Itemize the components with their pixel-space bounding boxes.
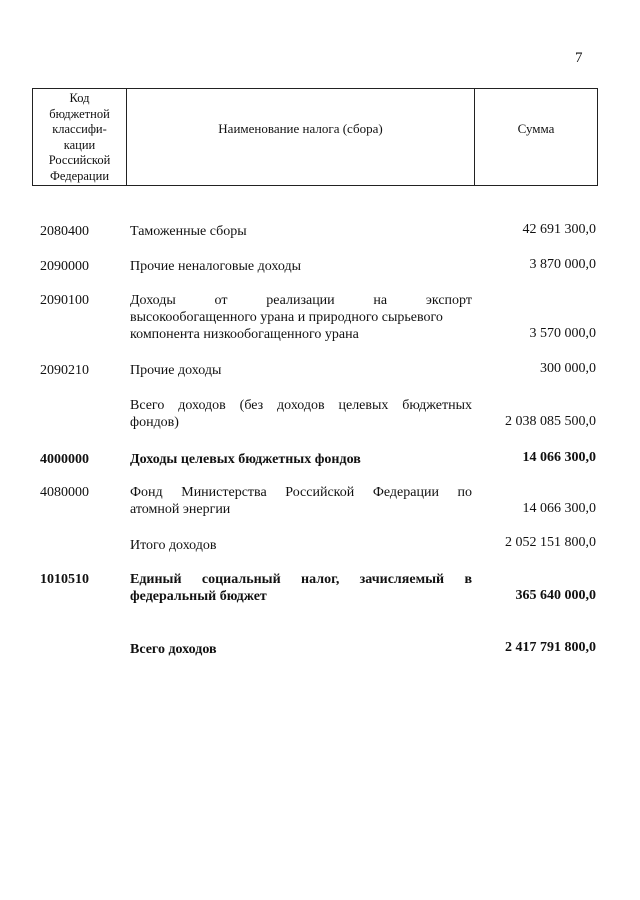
- row-sum: 2 052 151 800,0: [505, 535, 596, 550]
- row-name: [130, 537, 472, 554]
- row-sum: 2 417 791 800,0: [505, 640, 596, 655]
- row-name: [130, 641, 472, 658]
- header-code-line: Код: [69, 91, 90, 105]
- header-code-line: кации: [63, 137, 96, 152]
- row-code: 2090100: [40, 293, 89, 308]
- row-name-line: Доходы целевых бюджетных фондов: [130, 452, 361, 467]
- row-name-line: Всего доходов: [130, 642, 217, 657]
- row-name: [130, 292, 472, 343]
- header-code-line: Российской: [48, 153, 111, 167]
- page-number: 7: [575, 50, 583, 66]
- row-sum: 2 038 085 500,0: [505, 414, 596, 429]
- row-name: [130, 223, 472, 240]
- row-code: 2090000: [40, 259, 89, 274]
- row-sum: 3 570 000,0: [529, 326, 596, 341]
- row-name: [130, 451, 472, 468]
- row-code: 4000000: [40, 452, 89, 467]
- row-name-line: Прочие неналоговые доходы: [130, 259, 302, 274]
- row-sum: 14 066 300,0: [522, 501, 596, 516]
- row-name: [130, 397, 472, 431]
- row-code: 1010510: [40, 572, 89, 587]
- row-code: 4080000: [40, 485, 89, 500]
- row-code: 2090210: [40, 363, 89, 378]
- row-name-line: Всего доходов (без доходов целевых бюджетных: [130, 398, 472, 413]
- row-name-line: Таможенные сборы: [130, 224, 247, 239]
- header-code-column: [33, 89, 127, 185]
- table-header: [32, 88, 598, 186]
- header-code-line: классифи-: [52, 122, 107, 136]
- row-name: [130, 484, 472, 518]
- header-code-line: Федерации: [49, 168, 110, 183]
- row-name: [130, 258, 472, 275]
- row-name: [130, 362, 472, 379]
- row-name-line: компонента низкообогащенного урана: [130, 327, 359, 342]
- row-sum: 3 870 000,0: [529, 257, 596, 272]
- row-name-line: федеральный бюджет: [130, 589, 267, 604]
- row-sum: 365 640 000,0: [515, 588, 596, 603]
- row-name: [130, 571, 472, 605]
- row-code: 2080400: [40, 224, 89, 239]
- header-code-line: бюджетной: [49, 106, 110, 121]
- row-name-line: Единый социальный налог, зачисляемый в: [130, 572, 472, 587]
- row-name-line: Итого доходов: [130, 538, 217, 553]
- row-name-line: высокообогащенного урана и природного сырьевого: [130, 310, 443, 325]
- header-name-column: Наименование налога (сбора): [127, 89, 475, 185]
- header-sum-column: Сумма: [517, 121, 555, 136]
- row-name-line: атомной энергии: [130, 502, 231, 517]
- row-name-line: Доходы от реализации на экспорт: [130, 293, 472, 308]
- row-name-line: фондов): [130, 415, 179, 430]
- row-name-line: Фонд Министерства Российской Федерации по: [130, 485, 472, 500]
- row-name-line: Прочие доходы: [130, 363, 222, 378]
- row-sum: 42 691 300,0: [522, 222, 596, 237]
- row-sum: 14 066 300,0: [522, 450, 596, 465]
- row-sum: 300 000,0: [540, 361, 596, 376]
